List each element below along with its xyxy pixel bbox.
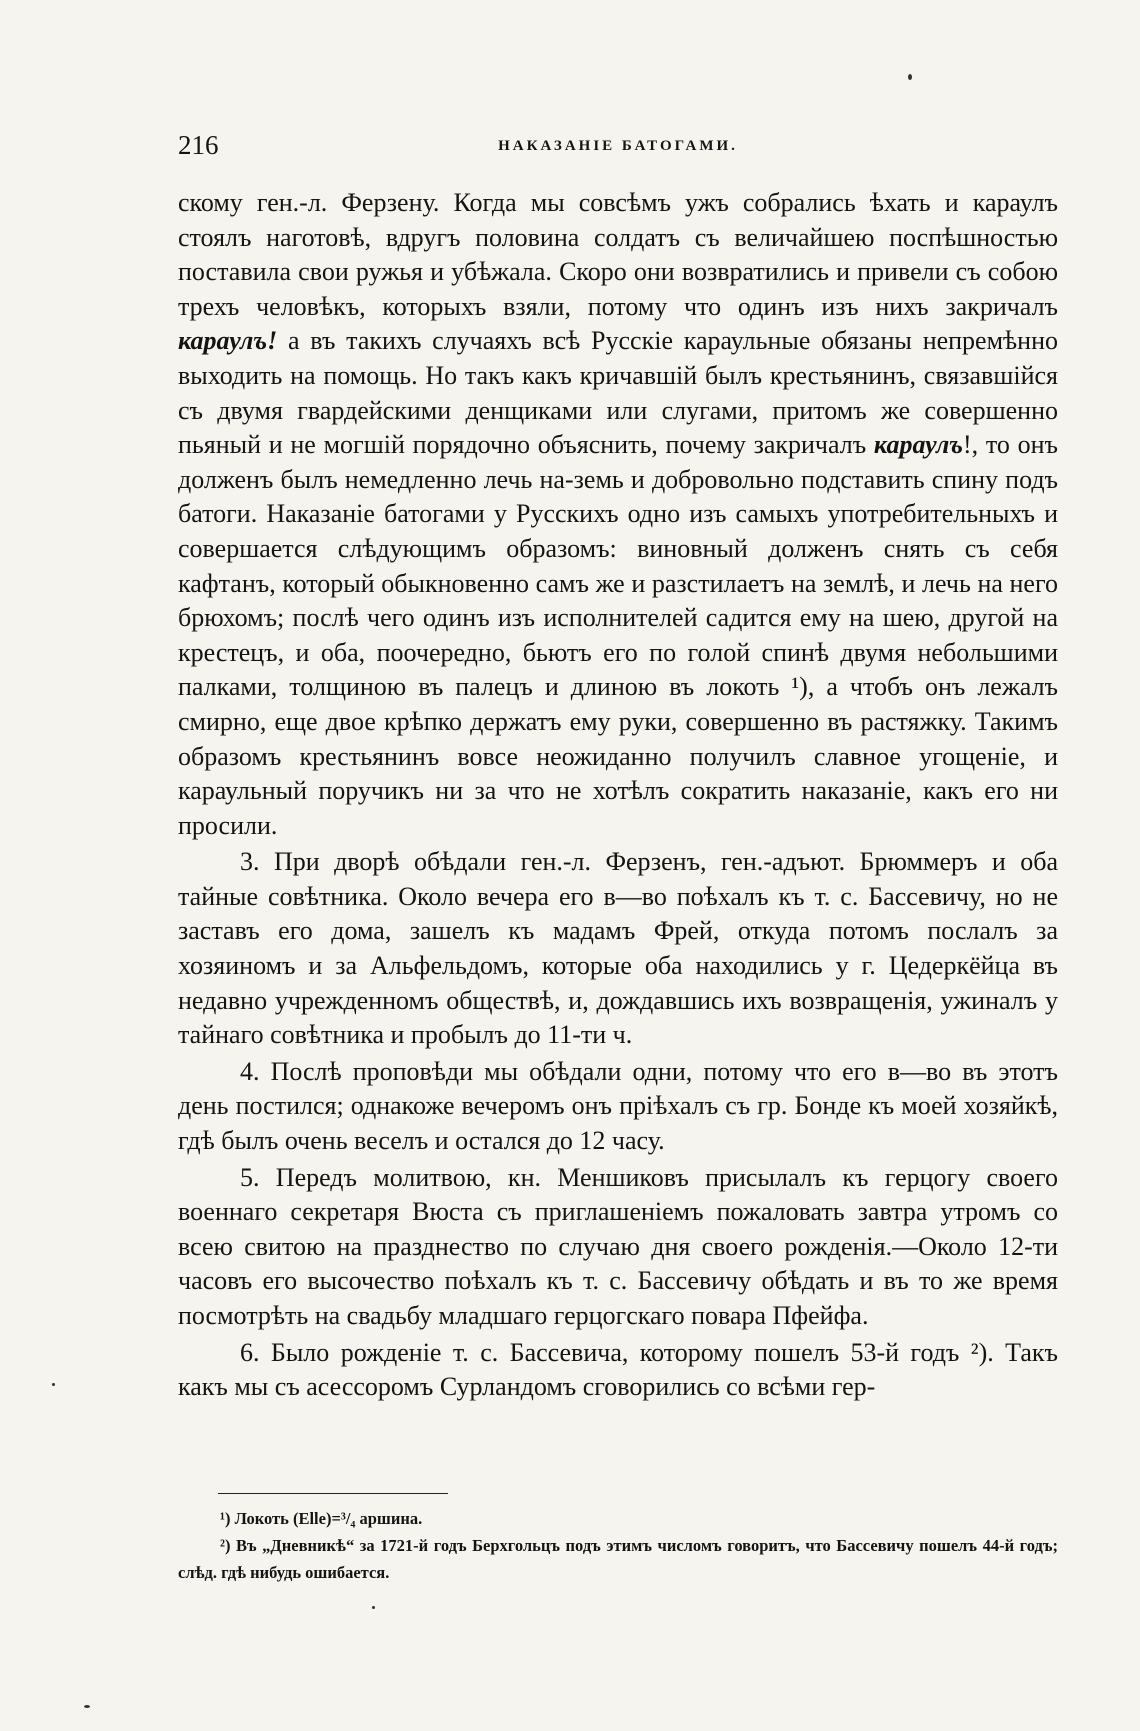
emphasis-text: караулъ!	[178, 326, 278, 356]
footnote-1: ¹) Локоть (Elle)=³/₄ аршина.	[220, 1509, 423, 1528]
paragraph-text: а въ такихъ случаяхъ всѣ Русскіе караульные обязаны непремѣнно выходить на помощь. Но такъ какъ кричавшій былъ крестьянинъ, связавшійся съ двумя гвардейскими денщиками или слугами, притомъ же совершенно пьяный и не могшій порядочно объяснить, почему закричалъ	[178, 326, 1058, 460]
footnote-2: ²) Въ „Дневникѣ“ за 1721-й годъ Берхгольцъ подъ этимъ числомъ говоритъ, что Бассевичу пошелъ 44-й годъ; слѣд. гдѣ нибудь ошибается.	[178, 1536, 1058, 1582]
emphasis-text: караулъ	[873, 430, 963, 460]
running-title: НАКАЗАНІЕ БАТОГАМИ.	[498, 138, 738, 154]
paragraph-entry-6: 6. Было рожденіе т. с. Бассевича, которому пошелъ 53-й годъ ²). Такъ какъ мы съ асессоромъ Сурландомъ сговорились со всѣми гер-	[178, 1337, 1058, 1402]
scan-speck	[372, 1606, 375, 1609]
paragraph-continuation	[178, 186, 1058, 843]
page-number: 216	[178, 130, 219, 160]
paragraph-entry-5: 5. Передъ молитвою, кн. Меншиковъ присылалъ къ герцогу своего военнаго секретаря Вюста съ приглашеніемъ пожаловать завтра утромъ со всею свитою на празднество по случаю дня своего рожденія.—Около 12-ти часовъ его высочество поѣхалъ къ т. с. Бассевичу обѣдать и въ то же время посмотрѣть на свадьбу младшаго герцогскаго повара Пфейфа.	[178, 1162, 1058, 1330]
paragraph-entry-4: 4. Послѣ проповѣди мы обѣдали одни, потому что его в—во въ этотъ день постился; однакоже вечеромъ онъ пріѣхалъ съ гр. Бонде къ моей хозяйкѣ, гдѣ былъ очень веселъ и остался до 12 часу.	[178, 1056, 1058, 1156]
paragraph-entry-3: 3. При дворѣ обѣдали ген.-л. Ферзенъ, ген.-адъют. Брюммеръ и оба тайные совѣтника. Около вечера его в—во поѣхалъ къ т. с. Бассевичу, но не заставъ его дома, зашелъ къ мадамъ Фрей, откуда потомъ послалъ за хозяиномъ и за Альфельдомъ, которые оба находились у г. Цедеркёйца въ недавно учрежденномъ обществѣ, и, дождавшись ихъ возвращенія, ужиналъ у тайнаго совѣтника и пробылъ до 11-ти ч.	[178, 847, 1058, 1050]
footnotes	[178, 1505, 1058, 1586]
scan-speck	[84, 1705, 90, 1708]
scan-speck	[52, 1383, 55, 1386]
scan-speck	[908, 74, 912, 80]
running-head	[178, 130, 1058, 170]
paragraph-text: скому ген.-л. Ферзену. Когда мы совсѣмъ ужъ собрались ѣхать и караулъ стоялъ наготовѣ, вдругъ половина солдатъ съ величайшею поспѣшностью поставила свои ружья и убѣжала. Скоро они возвратились и привели съ собою трехъ человѣкъ, которыхъ взяли, потому что одинъ изъ нихъ закричалъ	[178, 188, 1058, 321]
footnote-divider	[218, 1493, 448, 1494]
body-text	[178, 186, 1058, 1405]
paragraph-text: !, то онъ долженъ былъ немедленно лечь на-земь и добровольно подставить спину подъ батоги. Наказаніе батогами у Русскихъ одно изъ самыхъ употребительныхъ и совершается слѣдующимъ образомъ: виновный долженъ снять съ себя кафтанъ, который обыкновенно самъ же и разстилаетъ на землѣ, и лечь на него брюхомъ; послѣ чего одинъ изъ исполнителей садится ему на шею, другой на крестецъ, и оба, поочередно, бьютъ его по голой спинѣ двумя небольшими палками, толщиною въ палецъ и длиною въ локоть ¹), а чтобъ онъ лежалъ смирно, еще двое крѣпко держатъ ему руки, совершенно въ растяжку. Такимъ образомъ крестьянинъ вовсе неожиданно получилъ славное угощеніе, и караульный поручикъ ни за что не хотѣлъ сократить наказаніе, какъ его ни просили.	[178, 430, 1058, 840]
